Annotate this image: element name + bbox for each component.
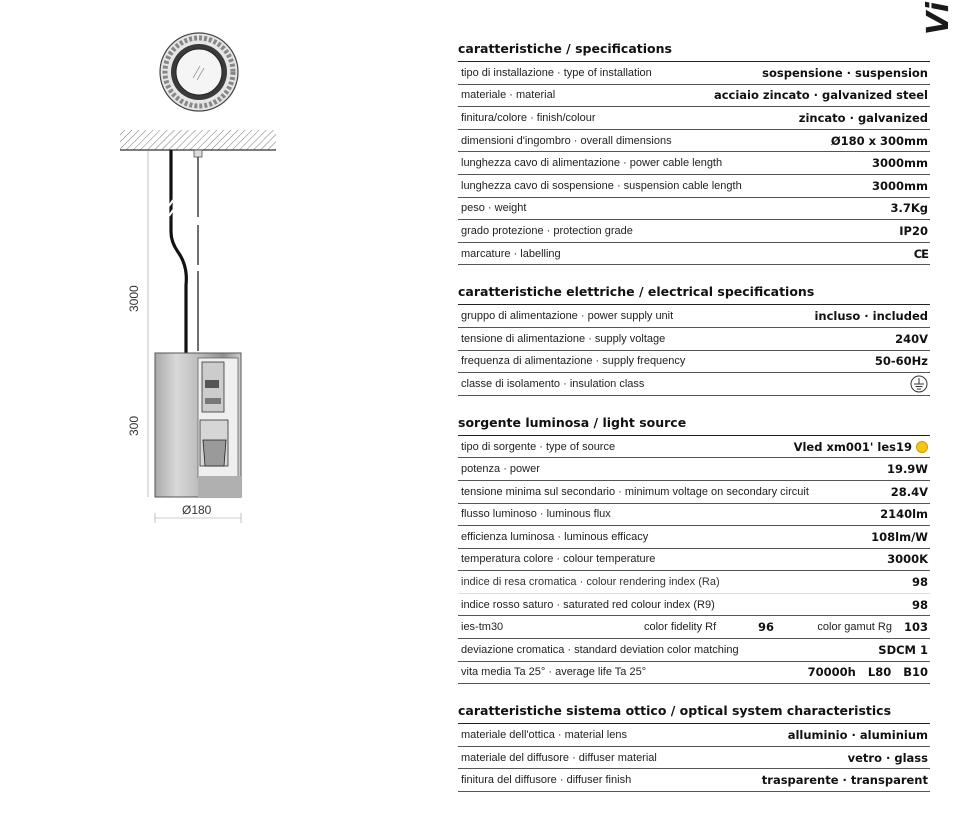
spec-label: indice rosso saturo · saturated red colour index (R9) <box>461 598 715 611</box>
spec-value: 19.9W <box>886 462 928 477</box>
technical-drawing <box>0 0 420 823</box>
spec-label: tensione di alimentazione · supply voltage <box>461 332 666 345</box>
spec-label: frequenza di alimentazione · supply frequency <box>461 355 686 368</box>
spec-row <box>458 198 930 221</box>
spec-row <box>458 175 930 198</box>
spec-label: deviazione cromatica · standard deviation color matching <box>461 643 739 656</box>
spec-label: temperatura colore · colour temperature <box>461 553 656 566</box>
spec-row <box>458 152 930 175</box>
spec-row <box>458 243 930 266</box>
spec-label: materiale del diffusore · diffuser material <box>461 751 657 764</box>
section-title: caratteristiche sistema ottico / optical system characteristics <box>458 702 930 724</box>
spec-value: 98 <box>911 575 928 590</box>
earth-ground-icon <box>910 375 928 393</box>
fidelity-label: color fidelity Rf <box>644 621 717 634</box>
spec-value: SDCM 1 <box>878 642 928 657</box>
dim-body-height: 300 <box>127 415 141 436</box>
spec-label: efficienza luminosa · luminous efficacy <box>461 530 649 543</box>
spec-label: indice di resa cromatica · colour rendering index (Ra) <box>461 576 720 589</box>
top-view <box>160 33 238 111</box>
spec-row <box>458 769 930 792</box>
spec-row <box>458 594 930 617</box>
spec-value: vetro · glass <box>847 750 928 765</box>
spec-value: Ø180 x 300mm <box>830 133 928 148</box>
spec-row <box>458 328 930 351</box>
spec-row <box>458 662 930 685</box>
spec-row <box>458 549 930 572</box>
spec-row-tm30 <box>458 616 930 639</box>
spec-row <box>458 373 930 396</box>
section-title: caratteristiche / specifications <box>458 40 930 62</box>
dim-cable-length: 3000 <box>127 285 141 312</box>
spec-row <box>458 62 930 85</box>
spec-value: 2140lm <box>880 507 928 522</box>
spec-row <box>458 639 930 662</box>
spec-row <box>458 481 930 504</box>
fidelity-group <box>644 616 774 638</box>
spec-label: materiale · material <box>461 89 556 102</box>
section-electrical <box>458 283 930 395</box>
spec-value: 3.7Kg <box>890 201 928 216</box>
spec-label: lunghezza cavo di sospensione · suspension cable length <box>461 179 742 192</box>
spec-value: 3000K <box>887 552 928 567</box>
spec-value: sospensione · suspension <box>762 65 928 80</box>
spec-row <box>458 458 930 481</box>
spec-value <box>794 436 930 458</box>
spec-value: trasparente · transparent <box>761 773 928 788</box>
spec-row <box>458 107 930 130</box>
spec-value: 28.4V <box>890 484 928 499</box>
spec-row <box>458 747 930 770</box>
gamut-group <box>817 616 930 638</box>
spec-row <box>458 504 930 527</box>
spec-value: 108lm/W <box>871 529 928 544</box>
spec-row <box>458 436 930 459</box>
spec-label: peso · weight <box>461 202 527 215</box>
life-l: L80 <box>867 665 892 680</box>
spec-value: 240V <box>895 331 928 346</box>
specifications <box>458 40 930 810</box>
spec-row <box>458 305 930 328</box>
dim-diameter: Ø180 <box>182 503 212 517</box>
spec-value: acciaio zincato · galvanized steel <box>713 88 928 103</box>
spec-row <box>458 130 930 153</box>
spec-row <box>458 351 930 374</box>
life-b: B10 <box>903 665 928 680</box>
spec-label: gruppo di alimentazione · power supply unit <box>461 310 674 323</box>
spec-label: flusso luminoso · luminous flux <box>461 508 611 521</box>
spec-label: classe di isolamento · insulation class <box>461 377 645 390</box>
section-title: caratteristiche elettriche / electrical specifications <box>458 283 930 305</box>
spec-label: grado protezione · protection grade <box>461 224 633 237</box>
spec-row <box>458 724 930 747</box>
spec-label: tipo di sorgente · type of source <box>461 440 616 453</box>
spec-label: finitura del diffusore · diffuser finish <box>461 774 632 787</box>
spec-label: tipo di installazione · type of installation <box>461 66 652 79</box>
spec-label: vita media Ta 25° · average life Ta 25° <box>461 666 647 679</box>
spec-label: lunghezza cavo di alimentazione · power cable length <box>461 157 723 170</box>
spec-value: incluso · included <box>814 309 928 324</box>
spec-label: materiale dell'ottica · material lens <box>461 729 627 742</box>
spec-row <box>458 220 930 243</box>
source-color-dot-icon <box>916 441 928 453</box>
gamut-value: 103 <box>903 620 928 635</box>
ceiling <box>120 130 276 157</box>
spec-value: 3000mm <box>872 178 928 193</box>
section-optical <box>458 702 930 792</box>
spec-row-highlighted <box>458 571 930 594</box>
spec-label: potenza · power <box>461 463 540 476</box>
spec-value: IP20 <box>899 223 928 238</box>
spec-value: 98 <box>911 597 928 612</box>
section-title: sorgente luminosa / light source <box>458 414 930 436</box>
lamp-body <box>155 353 241 497</box>
spec-row <box>458 85 930 108</box>
spec-label: tensione minima sul secondario · minimum voltage on secondary circuit <box>461 485 809 498</box>
product-title-fragment: Vi <box>921 2 956 35</box>
section-specifications <box>458 40 930 265</box>
spec-label: dimensioni d'ingombro · overall dimensions <box>461 134 672 147</box>
spec-value <box>910 375 930 393</box>
spec-value <box>808 661 930 683</box>
spec-value: 50-60Hz <box>874 354 928 369</box>
spec-label: ies-tm30 <box>461 621 504 634</box>
ce-mark-icon: CE <box>913 246 928 261</box>
spec-value: zincato · galvanized <box>798 110 928 125</box>
spec-label: finitura/colore · finish/colour <box>461 111 596 124</box>
life-hours: 70000h <box>807 665 856 680</box>
gamut-label: color gamut Rg <box>817 621 892 634</box>
source-type-value: Vled xm001' les19 <box>793 439 912 454</box>
spec-value: alluminio · aluminium <box>787 728 928 743</box>
section-light-source <box>458 414 930 685</box>
fidelity-value: 96 <box>757 620 774 635</box>
spec-row <box>458 526 930 549</box>
cables <box>169 150 198 353</box>
spec-value: 3000mm <box>872 156 928 171</box>
spec-label: marcature · labelling <box>461 247 561 260</box>
